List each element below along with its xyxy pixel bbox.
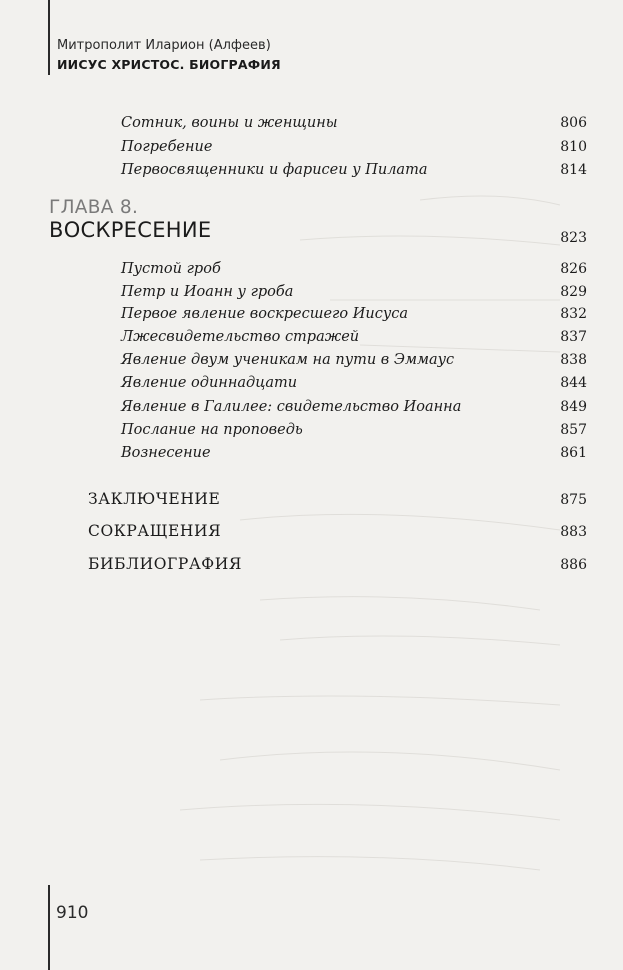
- toc-entry-title: Явление одиннадцати: [121, 375, 298, 391]
- toc-entry-page: 849: [560, 399, 587, 415]
- toc-entry-title: Петр и Иоанн у гроба: [121, 284, 294, 300]
- toc-entry: [0, 115, 623, 137]
- toc-entry-page: 814: [560, 162, 587, 178]
- toc-entry: [0, 306, 623, 328]
- toc-entry-page: 844: [560, 375, 587, 391]
- toc-entry-title: Послание на проповедь: [121, 422, 303, 438]
- toc-section-page: 875: [560, 492, 587, 508]
- toc-section: [0, 522, 623, 546]
- toc-section-title: ЗАКЛЮЧЕНИЕ: [88, 490, 221, 508]
- toc-section: [0, 555, 623, 579]
- toc-entry-page: 806: [560, 115, 587, 131]
- toc-entry: [0, 329, 623, 351]
- page-number: 910: [56, 903, 89, 923]
- chapter-title: ВОСКРЕСЕНИЕ: [49, 218, 212, 242]
- toc-entry: [0, 284, 623, 306]
- toc-entry-title: Явление в Галилее: свидетельство Иоанна: [121, 399, 462, 415]
- top-margin-rule: [48, 0, 50, 75]
- toc-entry-title: Первое явление воскресшего Иисуса: [121, 306, 408, 322]
- toc-entry-title: Первосвященники и фарисеи у Пилата: [121, 162, 428, 178]
- chapter-page: 823: [560, 230, 587, 246]
- toc-entry-page: 861: [560, 445, 587, 461]
- toc-section-title: СОКРАЩЕНИЯ: [88, 522, 222, 540]
- toc-entry: [0, 261, 623, 283]
- bottom-margin-rule: [48, 885, 50, 970]
- toc-entry-title: Лжесвидетельство стражей: [121, 329, 360, 345]
- toc-entry: [0, 375, 623, 397]
- toc-section: [0, 490, 623, 514]
- running-header-book-title: ИИСУС ХРИСТОС. БИОГРАФИЯ: [57, 57, 281, 72]
- toc-entry-title: Явление двум ученикам на пути в Эммаус: [121, 352, 455, 368]
- toc-entry-page: 826: [560, 261, 587, 277]
- toc-entry-page: 857: [560, 422, 587, 438]
- toc-entry-page: 837: [560, 329, 587, 345]
- toc-entry-title: Пустой гроб: [121, 261, 221, 277]
- toc-entry-title: Сотник, воины и женщины: [121, 115, 338, 131]
- toc-entry-page: 838: [560, 352, 587, 368]
- toc-entry-page: 829: [560, 284, 587, 300]
- toc-entry: [0, 422, 623, 444]
- toc-entry: [0, 139, 623, 161]
- toc-section-title: БИБЛИОГРАФИЯ: [88, 555, 242, 573]
- chapter-label: ГЛАВА 8.: [49, 197, 139, 218]
- toc-entry-page: 832: [560, 306, 587, 322]
- toc-section-page: 883: [560, 524, 587, 540]
- toc-entry-title: Погребение: [121, 139, 213, 155]
- toc-entry-title: Вознесение: [121, 445, 211, 461]
- toc-entry: [0, 352, 623, 374]
- toc-entry: [0, 445, 623, 467]
- toc-entry-page: 810: [560, 139, 587, 155]
- toc-entry: [0, 162, 623, 184]
- toc-entry: [0, 399, 623, 421]
- toc-section-page: 886: [560, 557, 587, 573]
- running-header-author: Митрополит Иларион (Алфеев): [57, 38, 271, 53]
